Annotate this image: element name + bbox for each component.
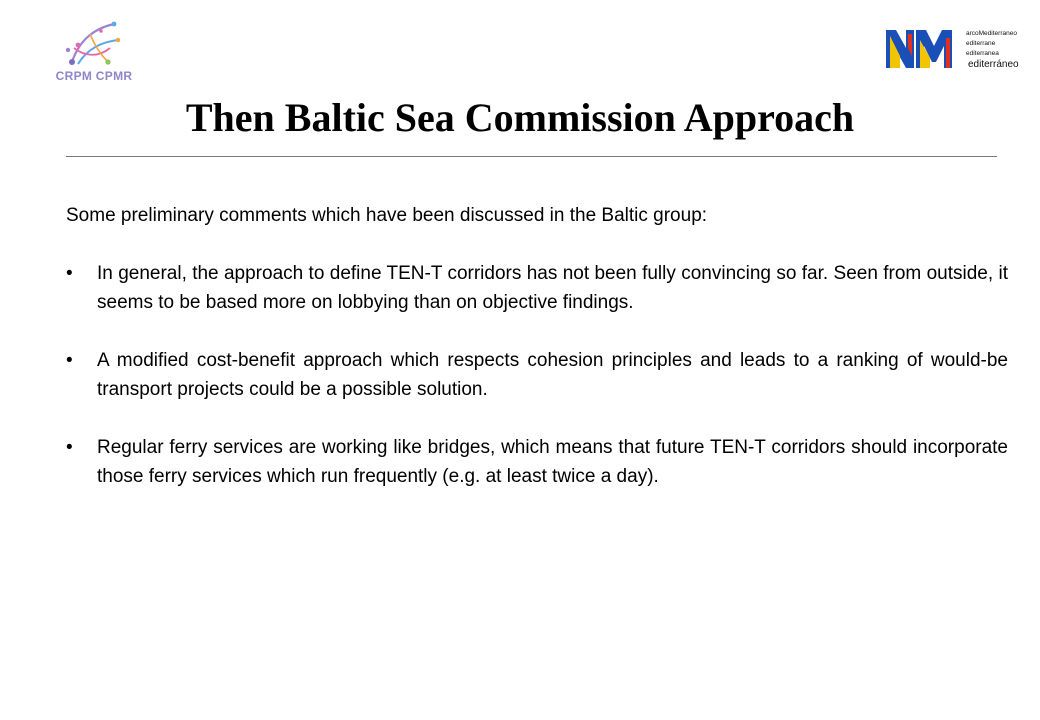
bullet-dot-icon: • [66, 350, 73, 371]
arco-mediterraneo-logo [884, 26, 1024, 72]
arco-mediterraneo-mark-icon [884, 26, 966, 70]
arco-logo-line: editerrane [966, 40, 996, 47]
arco-logo-small-text [966, 29, 1017, 59]
arco-logo-line: editerranea [966, 50, 999, 57]
bullet-item [66, 346, 1008, 404]
bullet-list [66, 259, 1008, 491]
bullet-text: Regular ferry services are working like bridges, which means that future TEN-T corridors should incorporate those ferry services which run frequently (e.g. at least twice a day). [97, 437, 1008, 487]
arco-logo-main-text: editerráneo [968, 59, 1019, 70]
bullet-text: In general, the approach to define TEN-T corridors has not been fully convincing so far. Seen from outside, it seems to be based more on lobbying than on objective findings. [97, 263, 1008, 313]
bullet-dot-icon: • [66, 263, 73, 284]
title-divider [66, 156, 997, 157]
slide-body [66, 201, 1008, 520]
crpm-logo-mark-icon [44, 18, 144, 70]
bullet-text: A modified cost-benefit approach which respects cohesion principles and leads to a ranking of would-be transport projects could be a possible solution. [97, 350, 1008, 400]
crpm-logo-text: CRPM CPMR [55, 69, 133, 83]
intro-text: Some preliminary comments which have been discussed in the Baltic group: [66, 205, 708, 226]
bullet-item [66, 433, 1008, 491]
crpm-cpmr-logo [44, 18, 144, 88]
arco-logo-line: arcoMediterraneo [966, 30, 1017, 37]
slide-title: Then Baltic Sea Commission Approach [185, 95, 855, 140]
bullet-dot-icon: • [66, 437, 73, 458]
bullet-item [66, 259, 1008, 317]
